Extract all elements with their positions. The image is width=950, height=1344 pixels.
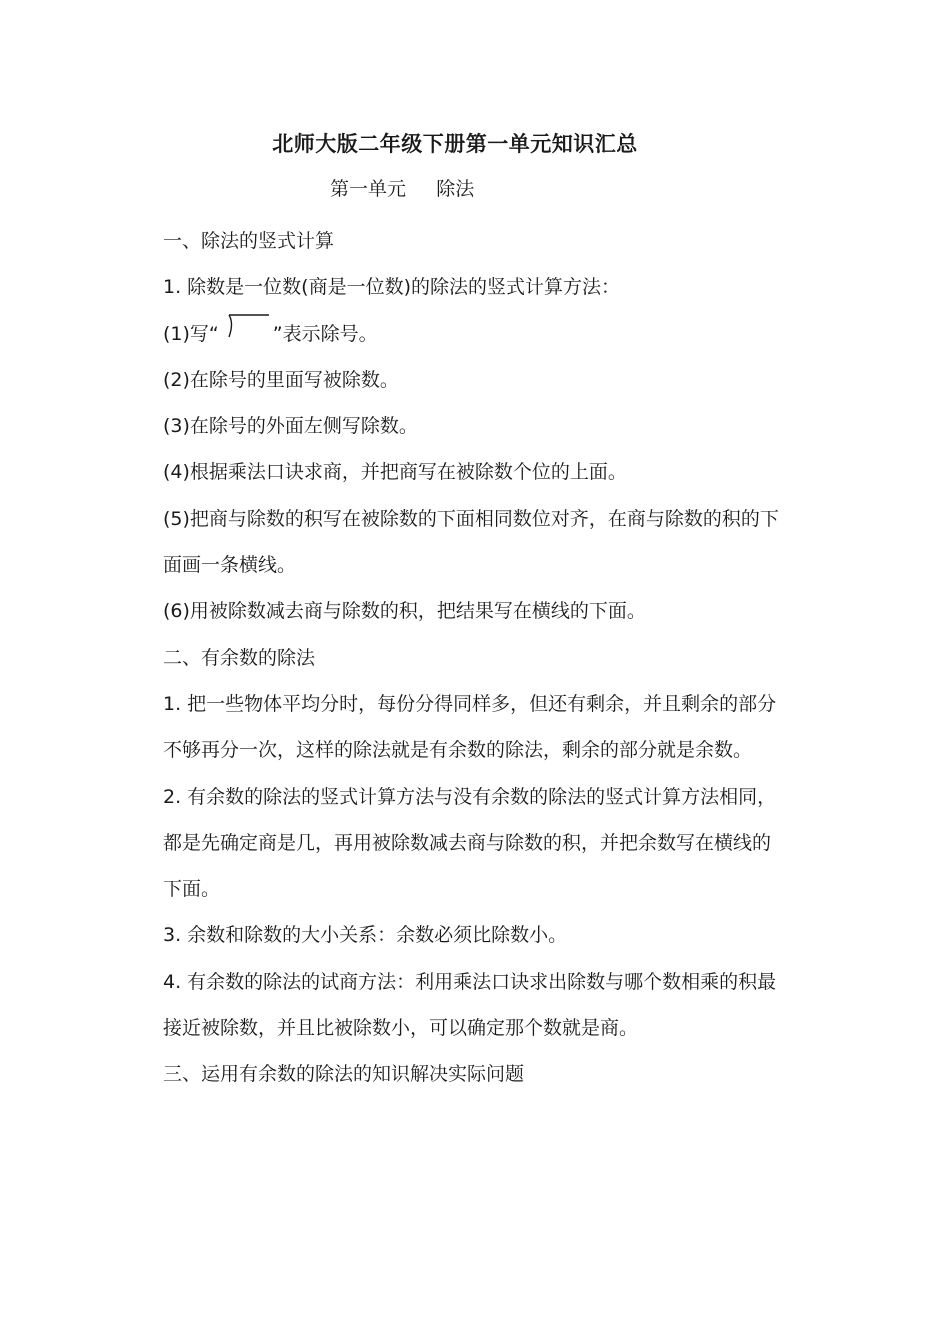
- section-1-step-1: [163, 311, 788, 357]
- step-1-text-after: ”表示除号。: [272, 322, 378, 345]
- section-1-step-5: (5)把商与除数的积写在被除数的下面相同数位对齐，在商与除数的积的下面画一条横线。: [163, 507, 779, 577]
- page-title: 北师大版二年级下册第一单元知识汇总: [272, 132, 638, 156]
- section-2-point-1: 1. 把一些物体平均分时，每份分得同样多，但还有剩余，并且剩余的部分不够再分一次，这样的除法就是有余数的除法，剩余的部分就是余数。: [163, 692, 777, 762]
- step-1-text-before: (1)写“: [163, 322, 219, 345]
- section-1-step-6: (6)用被除数减去商与除数的积，把结果写在横线的下面。: [163, 600, 646, 623]
- section-2-point-3: 3. 余数和除数的大小关系：余数必须比除数小。: [163, 924, 568, 947]
- section-1-step-2: (2)在除号的里面写被除数。: [163, 368, 399, 391]
- document-body: [163, 218, 788, 1098]
- unit-subtitle: [330, 174, 474, 201]
- section-3-heading: 三、运用有余数的除法的知识解决实际问题: [163, 1063, 525, 1086]
- section-1-step-4: (4)根据乘法口诀求商，并把商写在被除数个位的上面。: [163, 461, 627, 484]
- section-2-point-4: 4. 有余数的除法的试商方法：利用乘法口诀求出除数与哪个数相乘的积最接近被除数，并且比被除数小，可以确定那个数就是商。: [163, 970, 777, 1040]
- section-2-heading: 二、有余数的除法: [163, 646, 316, 669]
- section-1-point-1: 1. 除数是一位数(商是一位数)的除法的竖式计算方法：: [163, 276, 620, 299]
- unit-topic: 除法: [436, 178, 475, 200]
- section-1-step-3: (3)在除号的外面左侧写除数。: [163, 415, 418, 438]
- unit-label: 第一单元: [330, 178, 407, 200]
- section-2-point-2: 2. 有余数的除法的竖式计算方法与没有余数的除法的竖式计算方法相同，都是先确定商是几，再用被除数减去商与除数的积，并把余数写在横线的下面。: [163, 785, 777, 901]
- section-1-heading: 一、除法的竖式计算: [163, 230, 335, 252]
- long-division-bracket-icon: [221, 319, 271, 343]
